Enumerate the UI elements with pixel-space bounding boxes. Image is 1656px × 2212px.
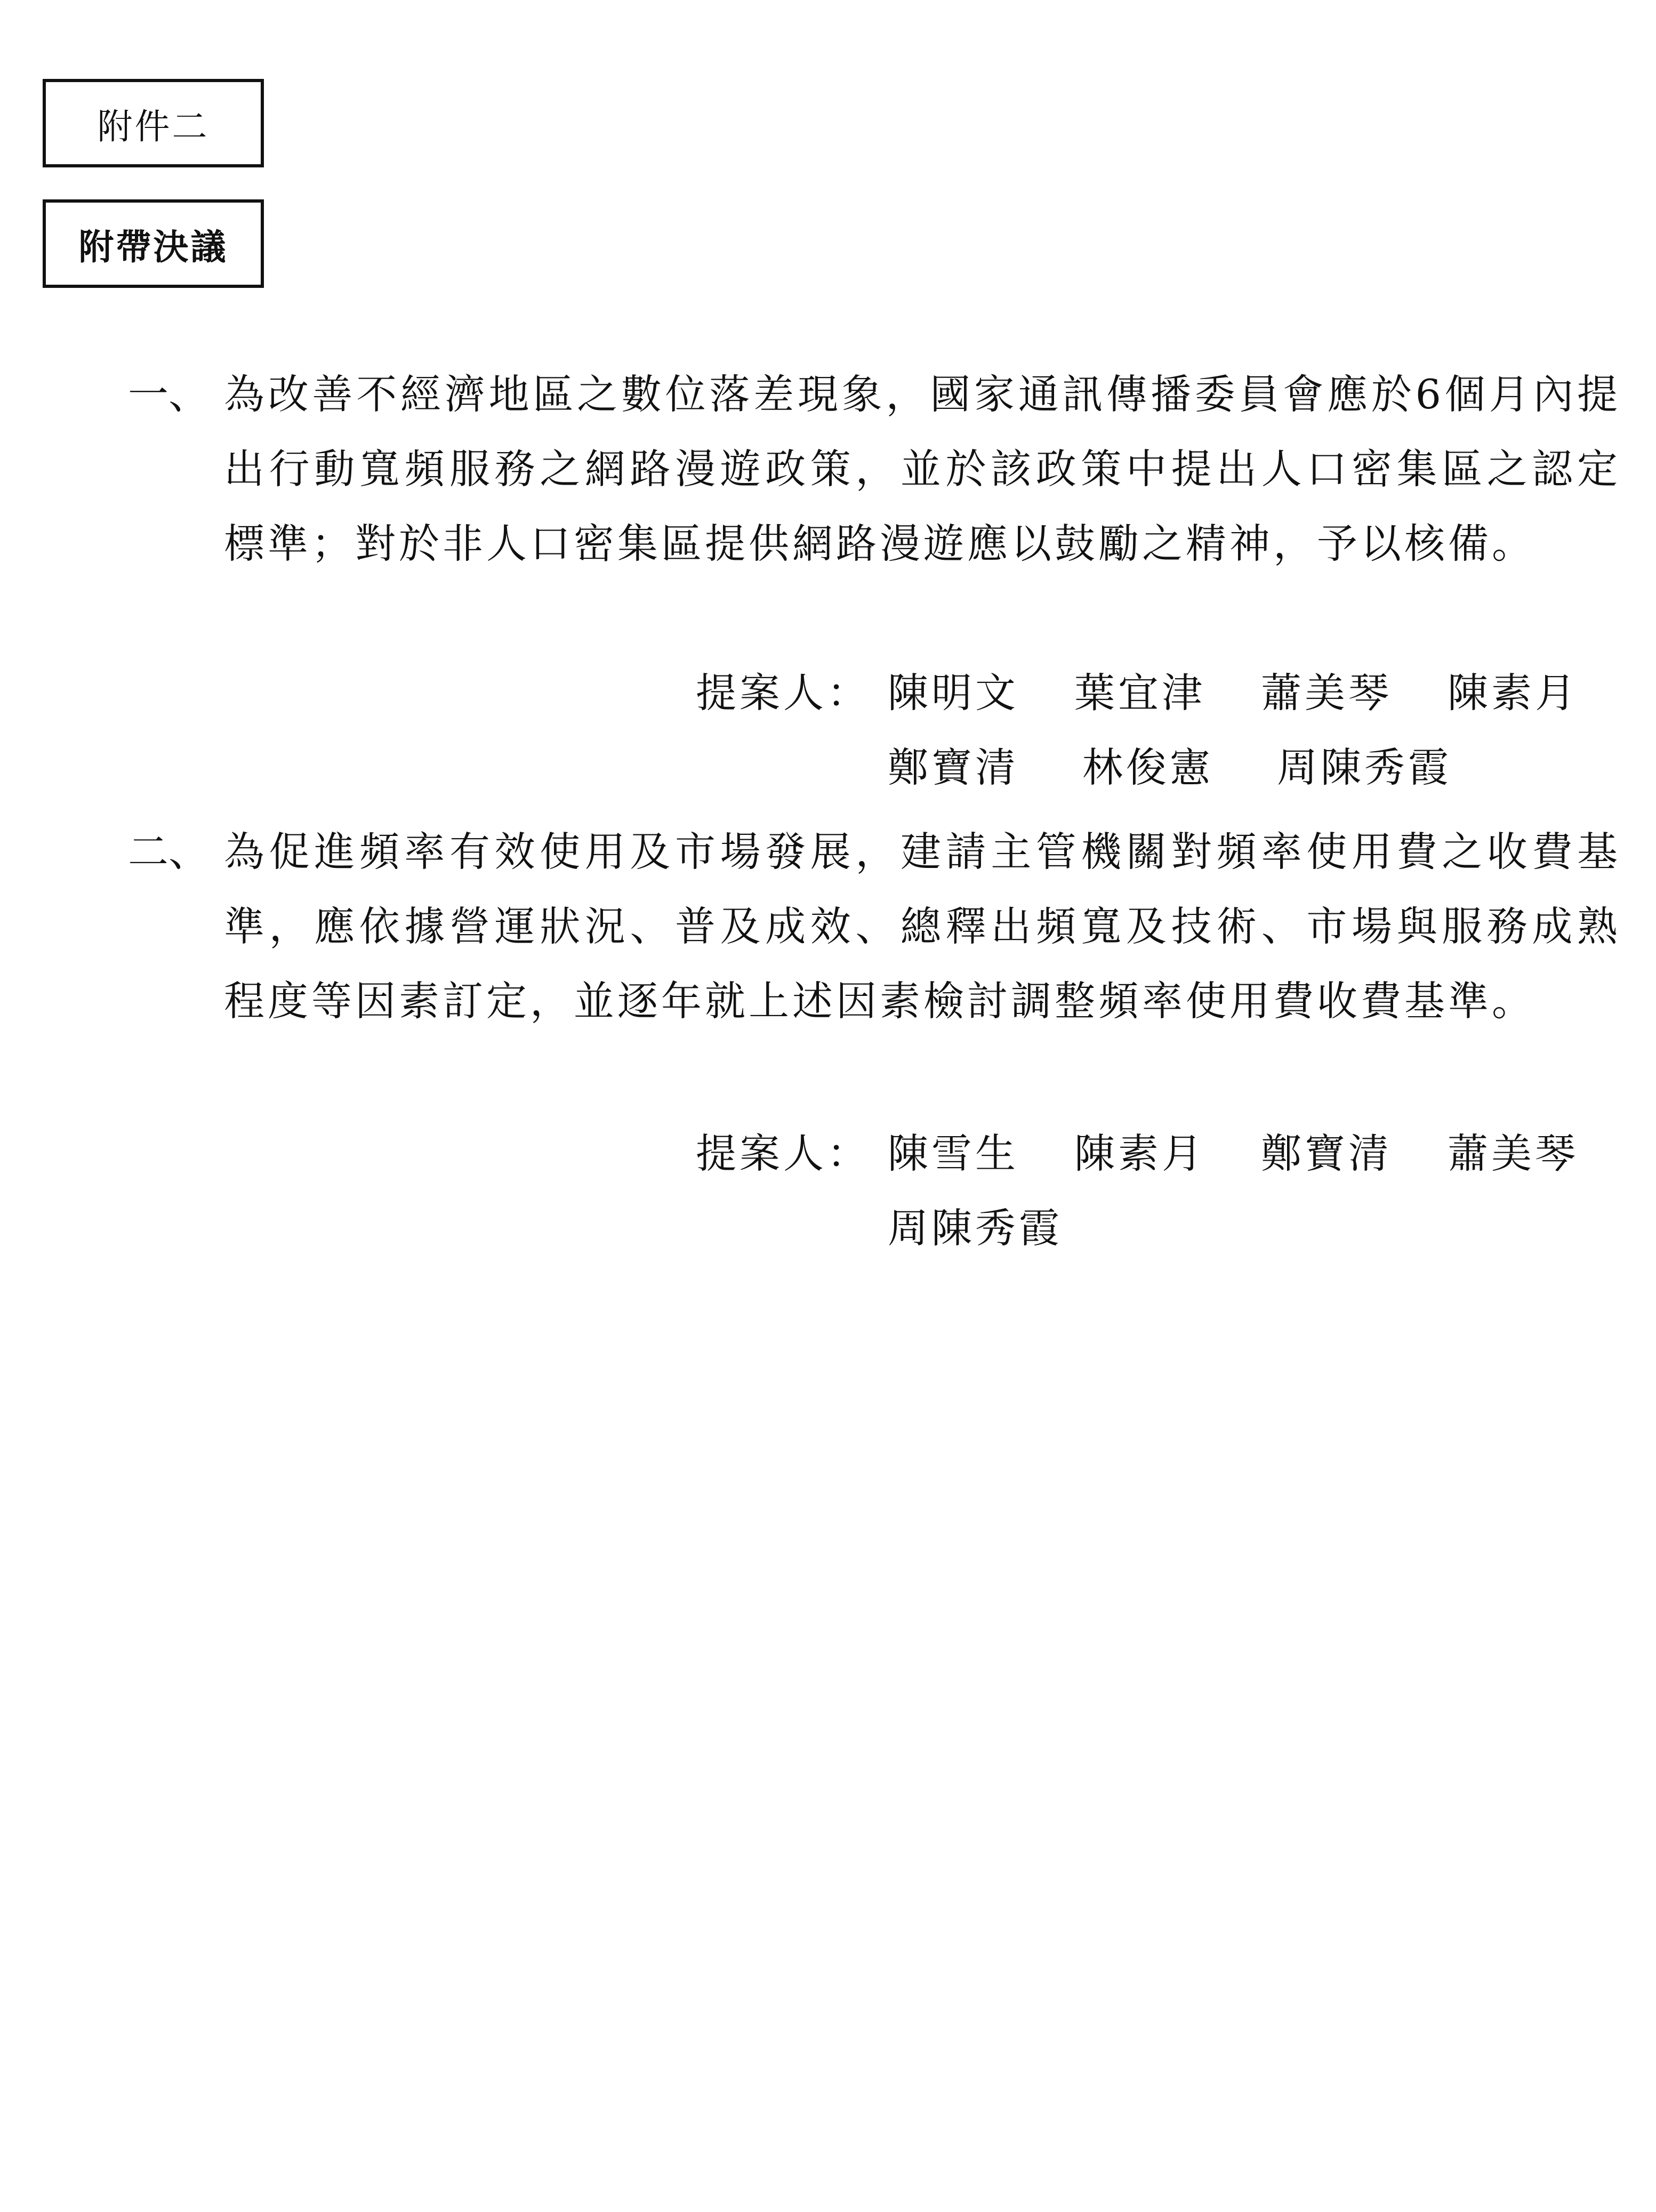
proposer-name: 陳素月 bbox=[1448, 669, 1579, 717]
proposer-name: 葉宜津 bbox=[1074, 669, 1205, 717]
proposer-names bbox=[888, 1116, 1634, 1266]
proposer-name: 林俊憲 bbox=[1082, 744, 1213, 791]
proposer-name: 鄭寶清 bbox=[1261, 1130, 1392, 1177]
proposer-name: 陳雪生 bbox=[888, 1130, 1019, 1177]
proposer-line bbox=[888, 1116, 1634, 1191]
proposer-names bbox=[888, 656, 1634, 805]
proposer-name: 陳素月 bbox=[1074, 1130, 1205, 1177]
resolution-text: 為促進頻率有效使用及市場發展，建請主管機關對頻率使用費之收費基準，應依據營運狀況、普及成效、總釋出頻寬及技術、市場與服務成熟程度等因素訂定，並逐年就上述因素檢討調整頻率使用費收費基準。 bbox=[224, 828, 1621, 1025]
proposer-name: 蕭美琴 bbox=[1448, 1130, 1579, 1177]
resolution-2 bbox=[128, 815, 1621, 1039]
attachment-label: 附件二 bbox=[43, 79, 264, 167]
proposer-line bbox=[888, 730, 1634, 805]
resolution-text: 為改善不經濟地區之數位落差現象，國家通訊傳播委員會應於6個月內提出行動寬頻服務之網路漫遊政策，並於該政策中提出人口密集區之認定標準；對於非人口密集區提供網路漫遊應以鼓勵之精神，予以核備。 bbox=[224, 371, 1621, 567]
proposer-line bbox=[888, 656, 1634, 730]
proposer-line bbox=[888, 1191, 1634, 1266]
proposer-name: 周陳秀霞 bbox=[1277, 744, 1452, 791]
proposer-name: 鄭寶清 bbox=[888, 744, 1019, 791]
resolution-number: 二、 bbox=[128, 828, 209, 875]
proposer-label: 提案人： bbox=[696, 1130, 871, 1177]
proposer-name: 周陳秀霞 bbox=[888, 1204, 1063, 1252]
proposer-name: 蕭美琴 bbox=[1261, 669, 1392, 717]
resolution-1 bbox=[128, 357, 1621, 581]
section-label: 附帶決議 bbox=[43, 199, 264, 288]
proposer-name: 陳明文 bbox=[888, 669, 1019, 717]
resolution-number: 一、 bbox=[128, 371, 209, 418]
proposer-label: 提案人： bbox=[696, 669, 871, 717]
